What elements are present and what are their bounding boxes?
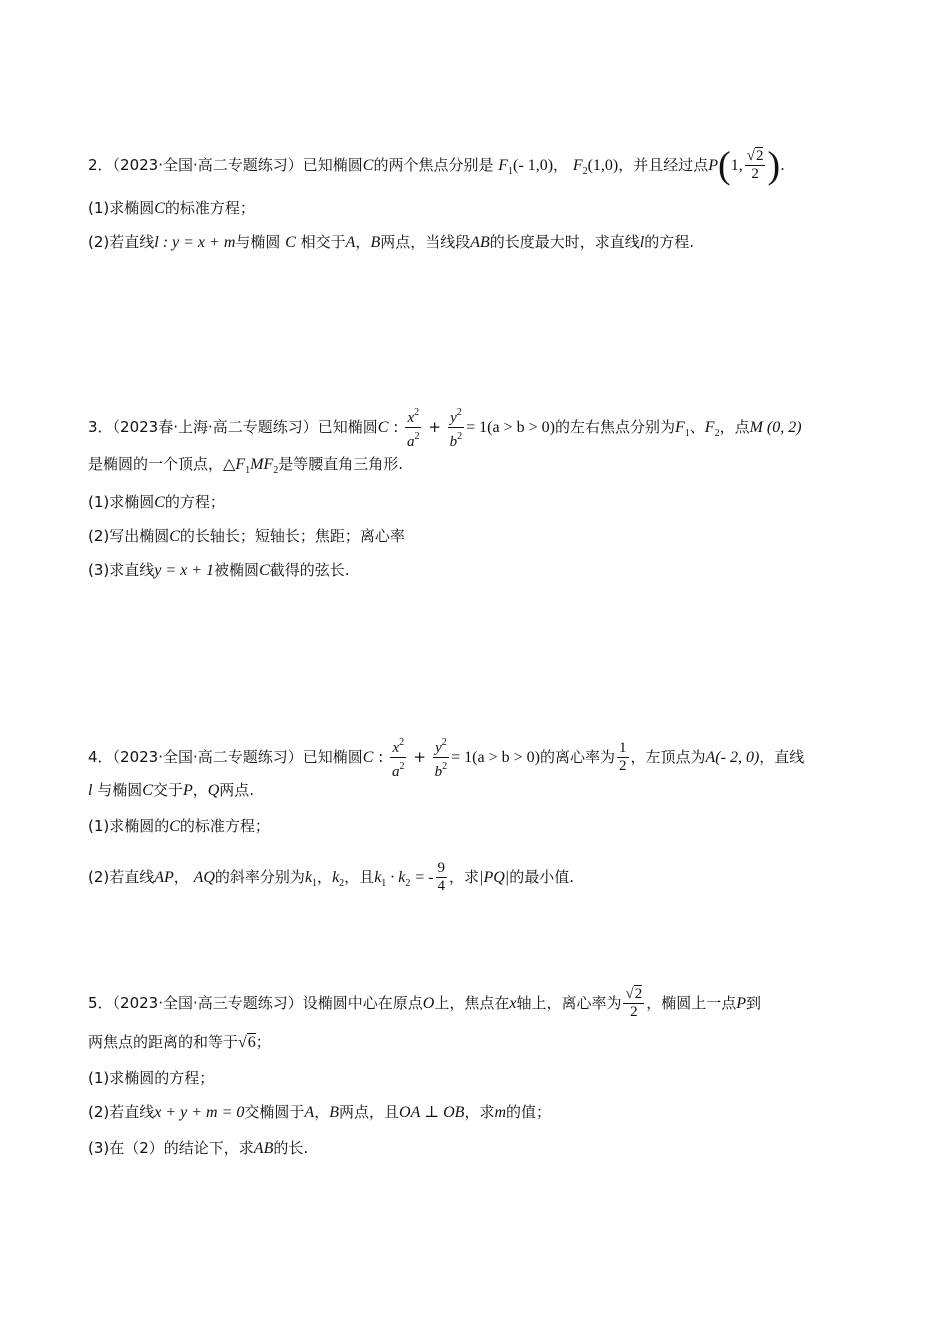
problem-5-q1: (1)求椭圆的方程； — [88, 1069, 215, 1087]
problem-2-q2: (2)若直线l : y = x + m与椭圆 C 相交于A，B两点，当线段AB的长度最大时，求直线l的方程. — [88, 233, 695, 251]
problem-3-q1: (1)求椭圆C的方程； — [88, 493, 225, 511]
problem-2-q1: (1)求椭圆C的标准方程； — [88, 199, 255, 217]
problem-number: 2． — [88, 156, 113, 174]
problem-source: （2023·全国·高三专题练习） — [112, 994, 303, 1012]
problem-2-stem: 2．（2023·全国·高二专题练习）已知椭圆C的两个焦点分别是 $F_1(-$ 1,0)， $F_2(1,0)$，并且经过点P(1, $\frac{√2}{2}$ ). — [88, 144, 785, 187]
problem-5-q2: (2)若直线x + y + m = 0交椭圆于A，B两点，且OA ⊥ OB，求m的值； — [88, 1103, 552, 1121]
problem-4-stem: 4．（2023·全国·高二专题练习）已知椭圆C : $\frac{x^2}{a^2}$ + $\frac{y^2}{b^2}$ = 1(a > b > 0)的离心率为 $\frac{1}{2}$ ，左顶点为A(- 2, 0)，直线 — [88, 734, 804, 781]
problem-number: 4． — [88, 748, 113, 766]
problem-5-line2: 两焦点的距离的和等于√6； — [88, 1033, 271, 1051]
problem-3-q3: (3)求直线y = x + 1被椭圆C截得的弦长. — [88, 561, 350, 579]
problem-source: （2023春·上海·高二专题练习） — [112, 418, 318, 436]
problem-number: 3． — [88, 418, 113, 436]
problem-source: （2023·全国·高二专题练习） — [112, 156, 303, 174]
problem-number: 5． — [88, 994, 113, 1012]
problem-5-q3: (3)在（2）的结论下，求AB的长. — [88, 1139, 309, 1157]
problem-3-line2: 是椭圆的一个顶点，$\triangle F_1MF_2$是等腰直角三角形. — [88, 455, 403, 476]
problem-4-line2: l 与椭圆C交于P，Q两点. — [88, 781, 255, 799]
sqrt2-over-2: $\frac{√2}{2}$ — [746, 148, 764, 182]
problem-5-stem: 5．（2023·全国·高三专题练习）设椭圆中心在原点O上，焦点在x轴上，离心率为 $\frac{√2}{2}$ ，椭圆上一点P到 — [88, 986, 762, 1020]
problem-3-q2: (2)写出椭圆C的长轴长；短轴长；焦距；离心率 — [88, 527, 405, 545]
problem-4-q2: (2)若直线AP， AQ的斜率分别为$k_1$，$k_2$，且$k_1 \cdot k_2$ = - $\frac{9}{4}$ ，求|PQ|的最小值. — [88, 860, 574, 894]
problem-3-stem: 3．（2023春·上海·高二专题练习）已知椭圆C : $\frac{x^2}{a^2}$ + $\frac{y^2}{b^2}$ = 1(a > b > 0)的左右焦点分别为$F_1$、$F_2$，点M (0, 2) — [88, 404, 802, 451]
problem-4-q1: (1)求椭圆的C的标准方程； — [88, 817, 270, 835]
problem-source: （2023·全国·高二专题练习） — [112, 748, 303, 766]
